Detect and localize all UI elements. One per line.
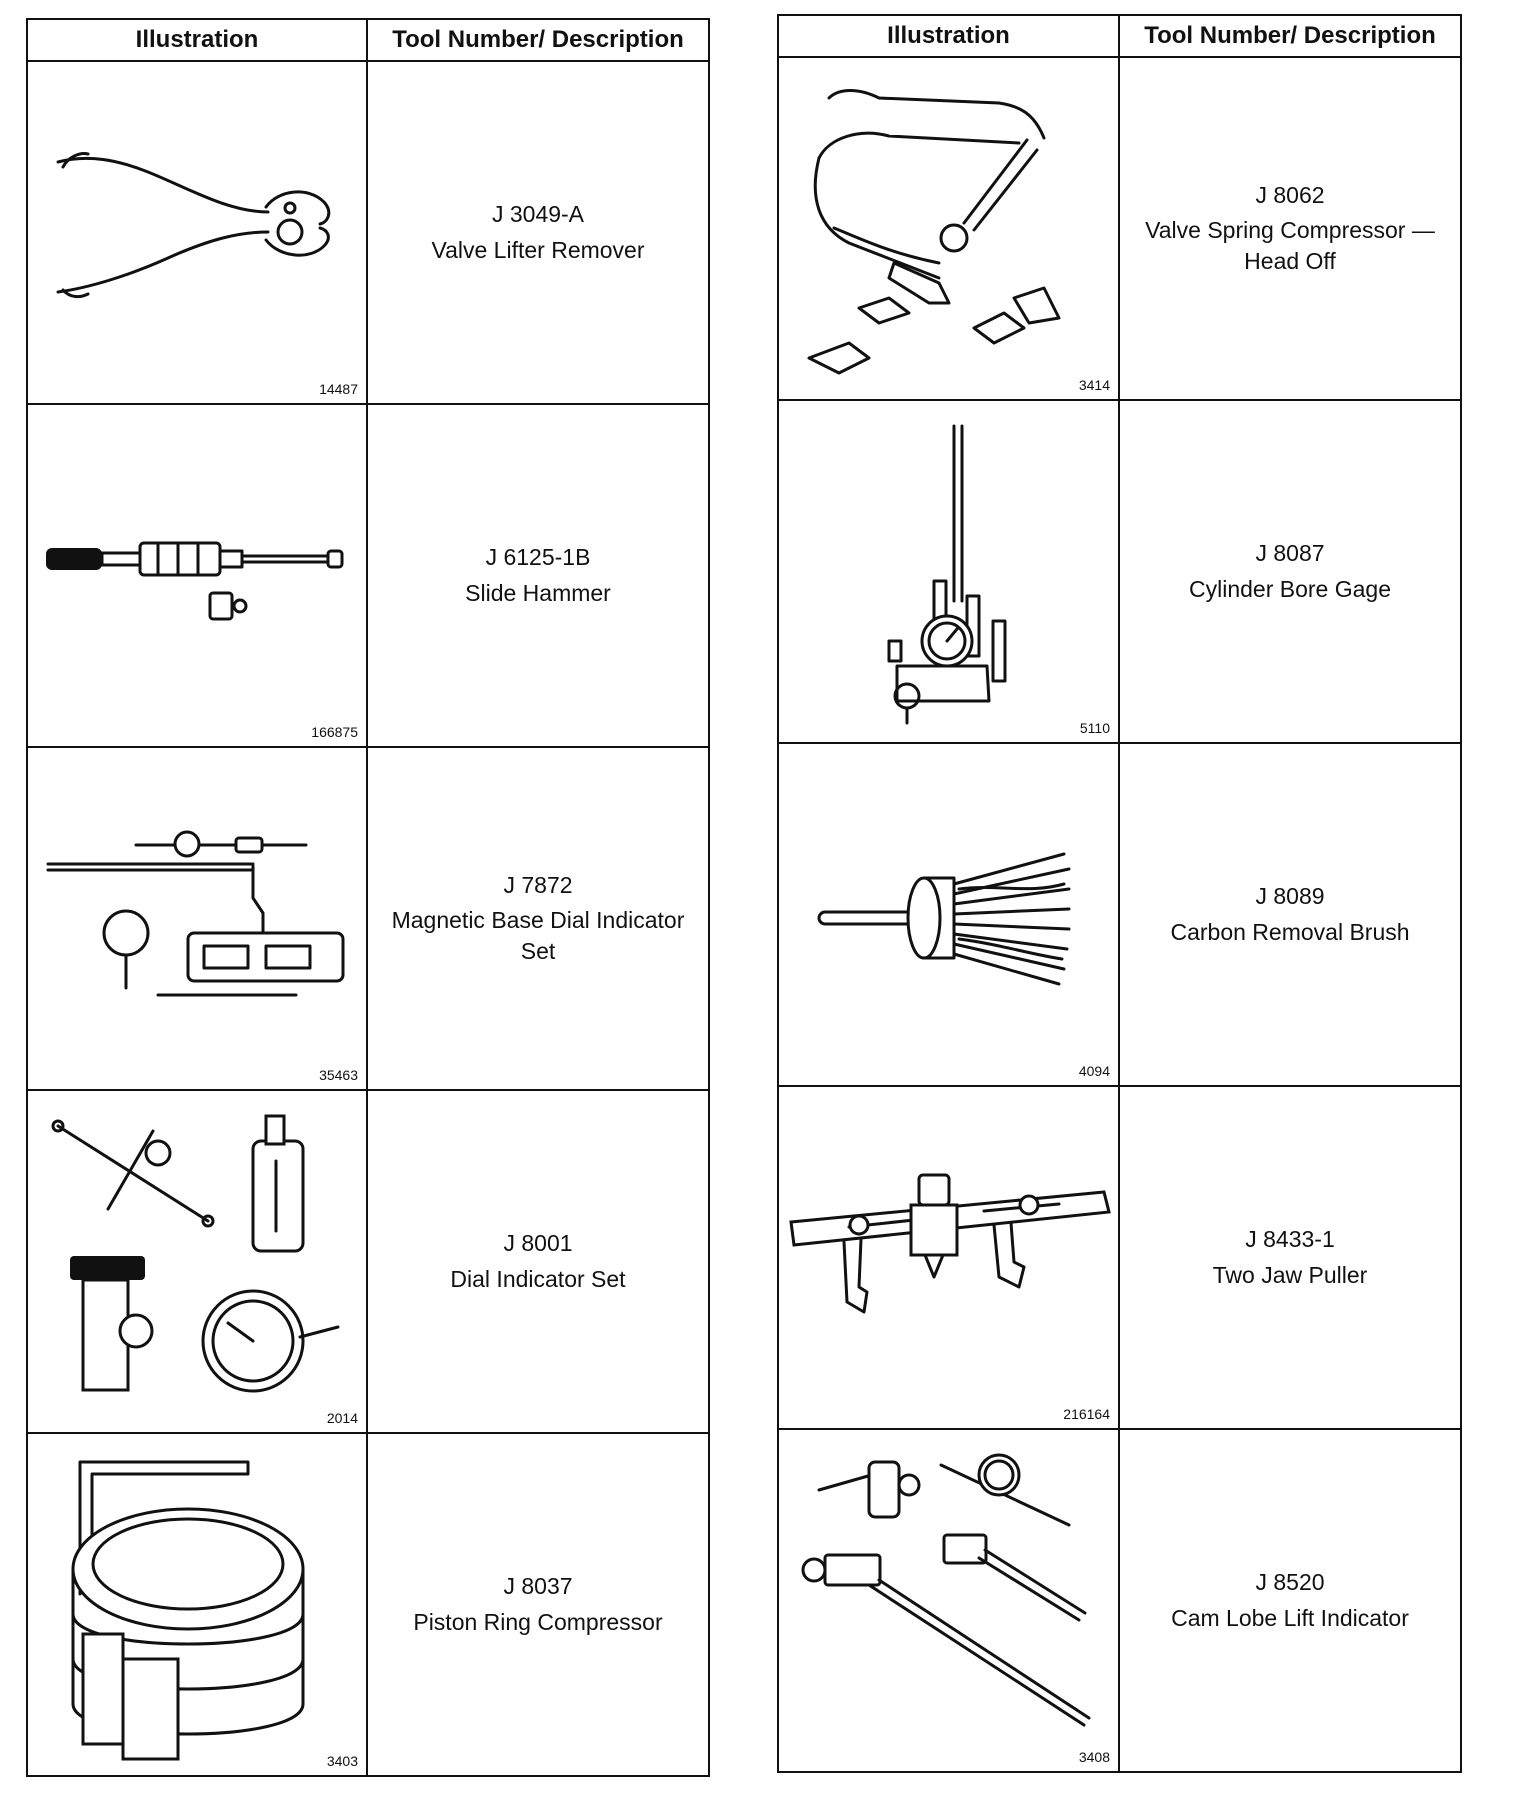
tool-number: J 7872 <box>503 871 573 898</box>
tool-name: Two Jaw Puller <box>1212 1261 1368 1288</box>
table-row <box>778 1429 1461 1772</box>
table-row <box>778 1086 1461 1429</box>
ring-compressor-icon <box>28 1434 368 1775</box>
table-header-row <box>27 19 709 61</box>
table-row <box>778 57 1461 400</box>
tool-table-right <box>777 14 1462 1773</box>
figure-number: 3414 <box>1078 377 1110 393</box>
illustration-cell <box>27 61 367 404</box>
illustration-cell <box>778 1086 1119 1429</box>
brush-icon <box>779 744 1120 1085</box>
header-tool-description: Tool Number/ Description <box>367 19 709 61</box>
illustration-cell <box>778 57 1119 400</box>
cam-lobe-indicator-icon <box>779 1430 1120 1771</box>
puller-icon <box>779 1087 1120 1428</box>
figure-number: 216164 <box>1063 1406 1110 1422</box>
figure-number: 3408 <box>1078 1749 1110 1765</box>
illustration-cell <box>778 743 1119 1086</box>
figure-number: 2014 <box>326 1410 358 1426</box>
tool-name: Cam Lobe Lift Indicator <box>1171 1604 1409 1631</box>
pliers-icon <box>28 62 368 403</box>
table-row <box>778 400 1461 743</box>
description-cell <box>1119 57 1461 400</box>
description-cell <box>1119 743 1461 1086</box>
figure-number: 14487 <box>319 381 358 397</box>
figure-number: 4094 <box>1078 1063 1110 1079</box>
description-cell <box>1119 1086 1461 1429</box>
tool-number: J 8087 <box>1255 540 1325 567</box>
illustration-cell <box>27 404 367 747</box>
table-row <box>27 747 709 1090</box>
figure-number: 5110 <box>1079 720 1110 736</box>
spring-compressor-icon <box>779 58 1120 399</box>
table-row <box>778 743 1461 1086</box>
tool-name: Slide Hammer <box>465 579 611 606</box>
tool-number: J 8037 <box>503 1573 573 1600</box>
tool-name: Valve Spring Compressor — Head Off <box>1145 216 1435 275</box>
table-header-row <box>778 15 1461 57</box>
tool-number: J 8520 <box>1255 1569 1325 1596</box>
tool-number: J 8433-1 <box>1245 1226 1335 1253</box>
table-row <box>27 1090 709 1433</box>
tool-number: J 8062 <box>1255 181 1325 208</box>
tool-table-left <box>26 18 710 1777</box>
header-tool-description: Tool Number/ Description <box>1119 15 1461 57</box>
tool-name: Valve Lifter Remover <box>431 236 645 263</box>
tool-name: Dial Indicator Set <box>450 1265 626 1292</box>
magnetic-base-icon <box>28 748 368 1089</box>
tool-number: J 6125-1B <box>485 544 591 571</box>
table-row <box>27 61 709 404</box>
tool-number: J 3049-A <box>491 201 585 228</box>
dial-indicator-icon <box>28 1091 368 1432</box>
illustration-cell <box>778 1429 1119 1772</box>
header-illustration: Illustration <box>778 15 1119 57</box>
illustration-cell <box>27 747 367 1090</box>
bore-gage-icon <box>779 401 1120 742</box>
tool-name: Cylinder Bore Gage <box>1189 575 1391 602</box>
tool-number: J 8089 <box>1255 883 1325 910</box>
description-cell <box>367 404 709 747</box>
tool-name: Piston Ring Compressor <box>413 1608 663 1635</box>
figure-number: 166875 <box>311 724 358 740</box>
slide-hammer-icon <box>28 405 368 746</box>
figure-number: 3403 <box>326 1753 358 1769</box>
description-cell <box>1119 400 1461 743</box>
description-cell <box>367 747 709 1090</box>
table-row <box>27 1433 709 1776</box>
illustration-cell <box>778 400 1119 743</box>
description-cell <box>367 1090 709 1433</box>
figure-number: 35463 <box>319 1067 358 1083</box>
description-cell <box>367 61 709 404</box>
illustration-cell <box>27 1090 367 1433</box>
tool-name: Carbon Removal Brush <box>1170 918 1410 945</box>
tool-number: J 8001 <box>503 1230 573 1257</box>
illustration-cell <box>27 1433 367 1776</box>
tool-name: Magnetic Base Dial Indicator Set <box>391 906 685 965</box>
table-row <box>27 404 709 747</box>
description-cell <box>367 1433 709 1776</box>
description-cell <box>1119 1429 1461 1772</box>
header-illustration: Illustration <box>27 19 367 61</box>
